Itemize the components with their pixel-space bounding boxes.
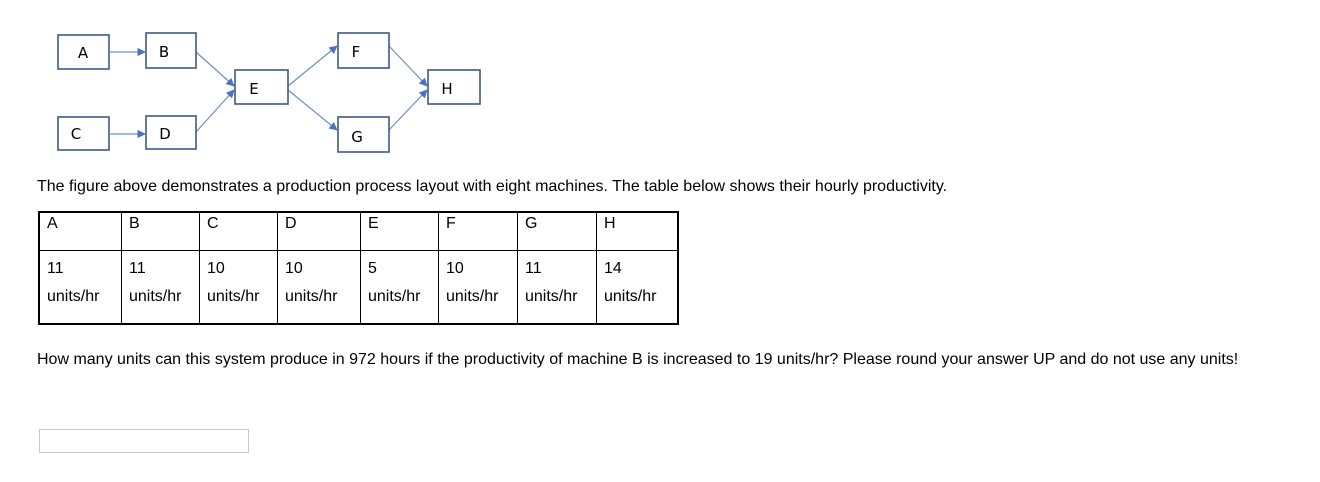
arrow-d-e [196, 90, 234, 132]
table-values-row [39, 251, 678, 325]
value-number: 11 [47, 260, 64, 277]
node-a-label: A [77, 44, 89, 62]
arrow-e-f [288, 46, 337, 86]
node-f-box [338, 33, 389, 68]
value-cell [518, 251, 597, 325]
value-unit: units/hr [368, 288, 421, 305]
value-unit: units/hr [207, 288, 260, 305]
value-number: 10 [207, 260, 225, 277]
node-g-box [338, 117, 389, 152]
value-unit: units/hr [285, 288, 338, 305]
node-h-label: H [441, 80, 453, 98]
arrow-g-h [389, 90, 427, 130]
node-e-box [235, 70, 288, 104]
answer-input[interactable] [39, 429, 249, 453]
value-cell [597, 251, 679, 325]
node-e-label: E [249, 80, 259, 98]
node-b-label: B [158, 43, 170, 61]
arrow-e-g [288, 90, 337, 130]
value-number: 11 [525, 260, 542, 277]
header-cell: H [597, 212, 679, 251]
value-number: 14 [604, 260, 622, 277]
value-unit: units/hr [129, 288, 182, 305]
node-h-box [428, 70, 480, 104]
table-header-row [39, 212, 678, 251]
node-c-label: C [70, 125, 82, 143]
arrow-f-h [389, 46, 427, 86]
question-text: How many units can this system produce in 972 hours if the productivity of machine B is increased to 19 units/hr? Please round your answer UP and do not use any units! [37, 351, 1239, 368]
value-cell [200, 251, 278, 325]
arrow-b-e [196, 52, 234, 86]
node-c-box [58, 117, 109, 150]
value-unit: units/hr [47, 288, 100, 305]
node-d-box [146, 116, 196, 149]
value-number: 10 [446, 260, 464, 277]
header-cell: B [122, 212, 200, 251]
node-b-box [146, 33, 196, 68]
process-flow-diagram [0, 0, 520, 165]
node-d-label: D [159, 125, 171, 143]
header-cell: A [39, 212, 122, 251]
value-unit: units/hr [446, 288, 499, 305]
value-cell [361, 251, 439, 325]
node-f-label: F [351, 43, 361, 61]
value-number: 5 [368, 260, 377, 277]
value-number: 11 [129, 260, 146, 277]
node-g-label: G [351, 128, 363, 146]
header-cell: E [361, 212, 439, 251]
value-unit: units/hr [525, 288, 578, 305]
header-cell: C [200, 212, 278, 251]
value-cell [439, 251, 518, 325]
header-cell: F [439, 212, 518, 251]
value-cell [39, 251, 122, 325]
value-unit: units/hr [604, 288, 657, 305]
header-cell: G [518, 212, 597, 251]
intro-text: The figure above demonstrates a production process layout with eight machines. The table below shows their hourly productivity. [37, 178, 948, 195]
productivity-table [38, 211, 679, 325]
value-cell [278, 251, 361, 325]
header-cell: D [278, 212, 361, 251]
value-cell [122, 251, 200, 325]
value-number: 10 [285, 260, 303, 277]
